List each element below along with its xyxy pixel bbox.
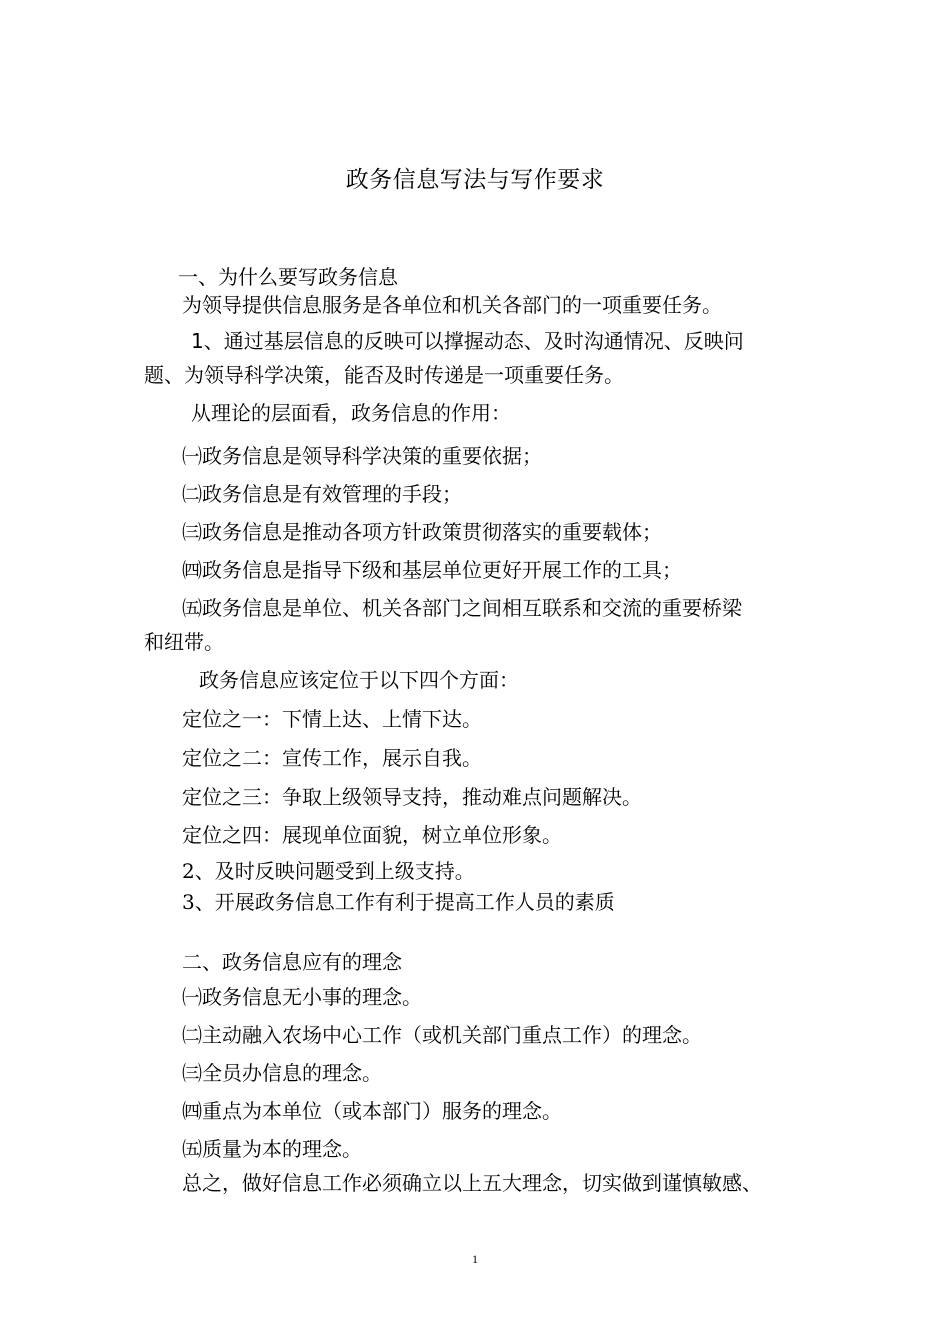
- list-item: 定位之二：宣传工作，展示自我。: [182, 746, 482, 770]
- section-heading-1: 一、为什么要写政务信息: [178, 265, 398, 289]
- section-heading-2: 二、政务信息应有的理念: [182, 950, 402, 974]
- list-item: ㈤质量为本的理念。: [182, 1137, 362, 1161]
- list-item: 定位之三：争取上级领导支持，推动难点问题解决。: [182, 785, 642, 809]
- paragraph-line: 和纽带。: [144, 630, 224, 654]
- list-item: ㈡主动融入农场中心工作（或机关部门重点工作）的理念。: [182, 1023, 702, 1047]
- list-item: ㈠政务信息是领导科学决策的重要依据；: [182, 444, 542, 468]
- paragraph-line: 题、为领导科学决策，能否及时传递是一项重要任务。: [144, 363, 624, 387]
- paragraph-line: 从理论的层面看，政务信息的作用：: [191, 401, 511, 425]
- paragraph-line: 政务信息应该定位于以下四个方面：: [199, 668, 519, 692]
- list-item: ㈣重点为本单位（或本部门）服务的理念。: [182, 1099, 562, 1123]
- list-item: 定位之一：下情上达、上情下达。: [182, 707, 482, 731]
- list-item: ㈢全员办信息的理念。: [182, 1061, 382, 1085]
- paragraph-line: 3、开展政务信息工作有利于提高工作人员的素质: [182, 890, 615, 914]
- paragraph-line: 总之，做好信息工作必须确立以上五大理念，切实做到谨慎敏感、: [182, 1171, 762, 1195]
- page-number: 1: [472, 1252, 478, 1266]
- list-item: ㈠政务信息无小事的理念。: [182, 985, 422, 1009]
- list-item: 定位之四：展现单位面貌，树立单位形象。: [182, 823, 562, 847]
- paragraph-line: 为领导提供信息服务是各单位和机关各部门的一项重要任务。: [182, 293, 722, 317]
- paragraph-line: 1、通过基层信息的反映可以撑握动态、及时沟通情况、反映问: [191, 329, 744, 353]
- list-item: ㈡政务信息是有效管理的手段；: [182, 482, 462, 506]
- list-item: ㈢政务信息是推动各项方针政策贯彻落实的重要载体；: [182, 520, 662, 544]
- paragraph-line: 2、及时反映问题受到上级支持。: [182, 859, 475, 883]
- list-item: ㈣政务信息是指导下级和基层单位更好开展工作的工具；: [182, 558, 682, 582]
- document-title: 政务信息写法与写作要求: [345, 167, 605, 193]
- list-item: ㈤政务信息是单位、机关各部门之间相互联系和交流的重要桥梁: [182, 596, 742, 620]
